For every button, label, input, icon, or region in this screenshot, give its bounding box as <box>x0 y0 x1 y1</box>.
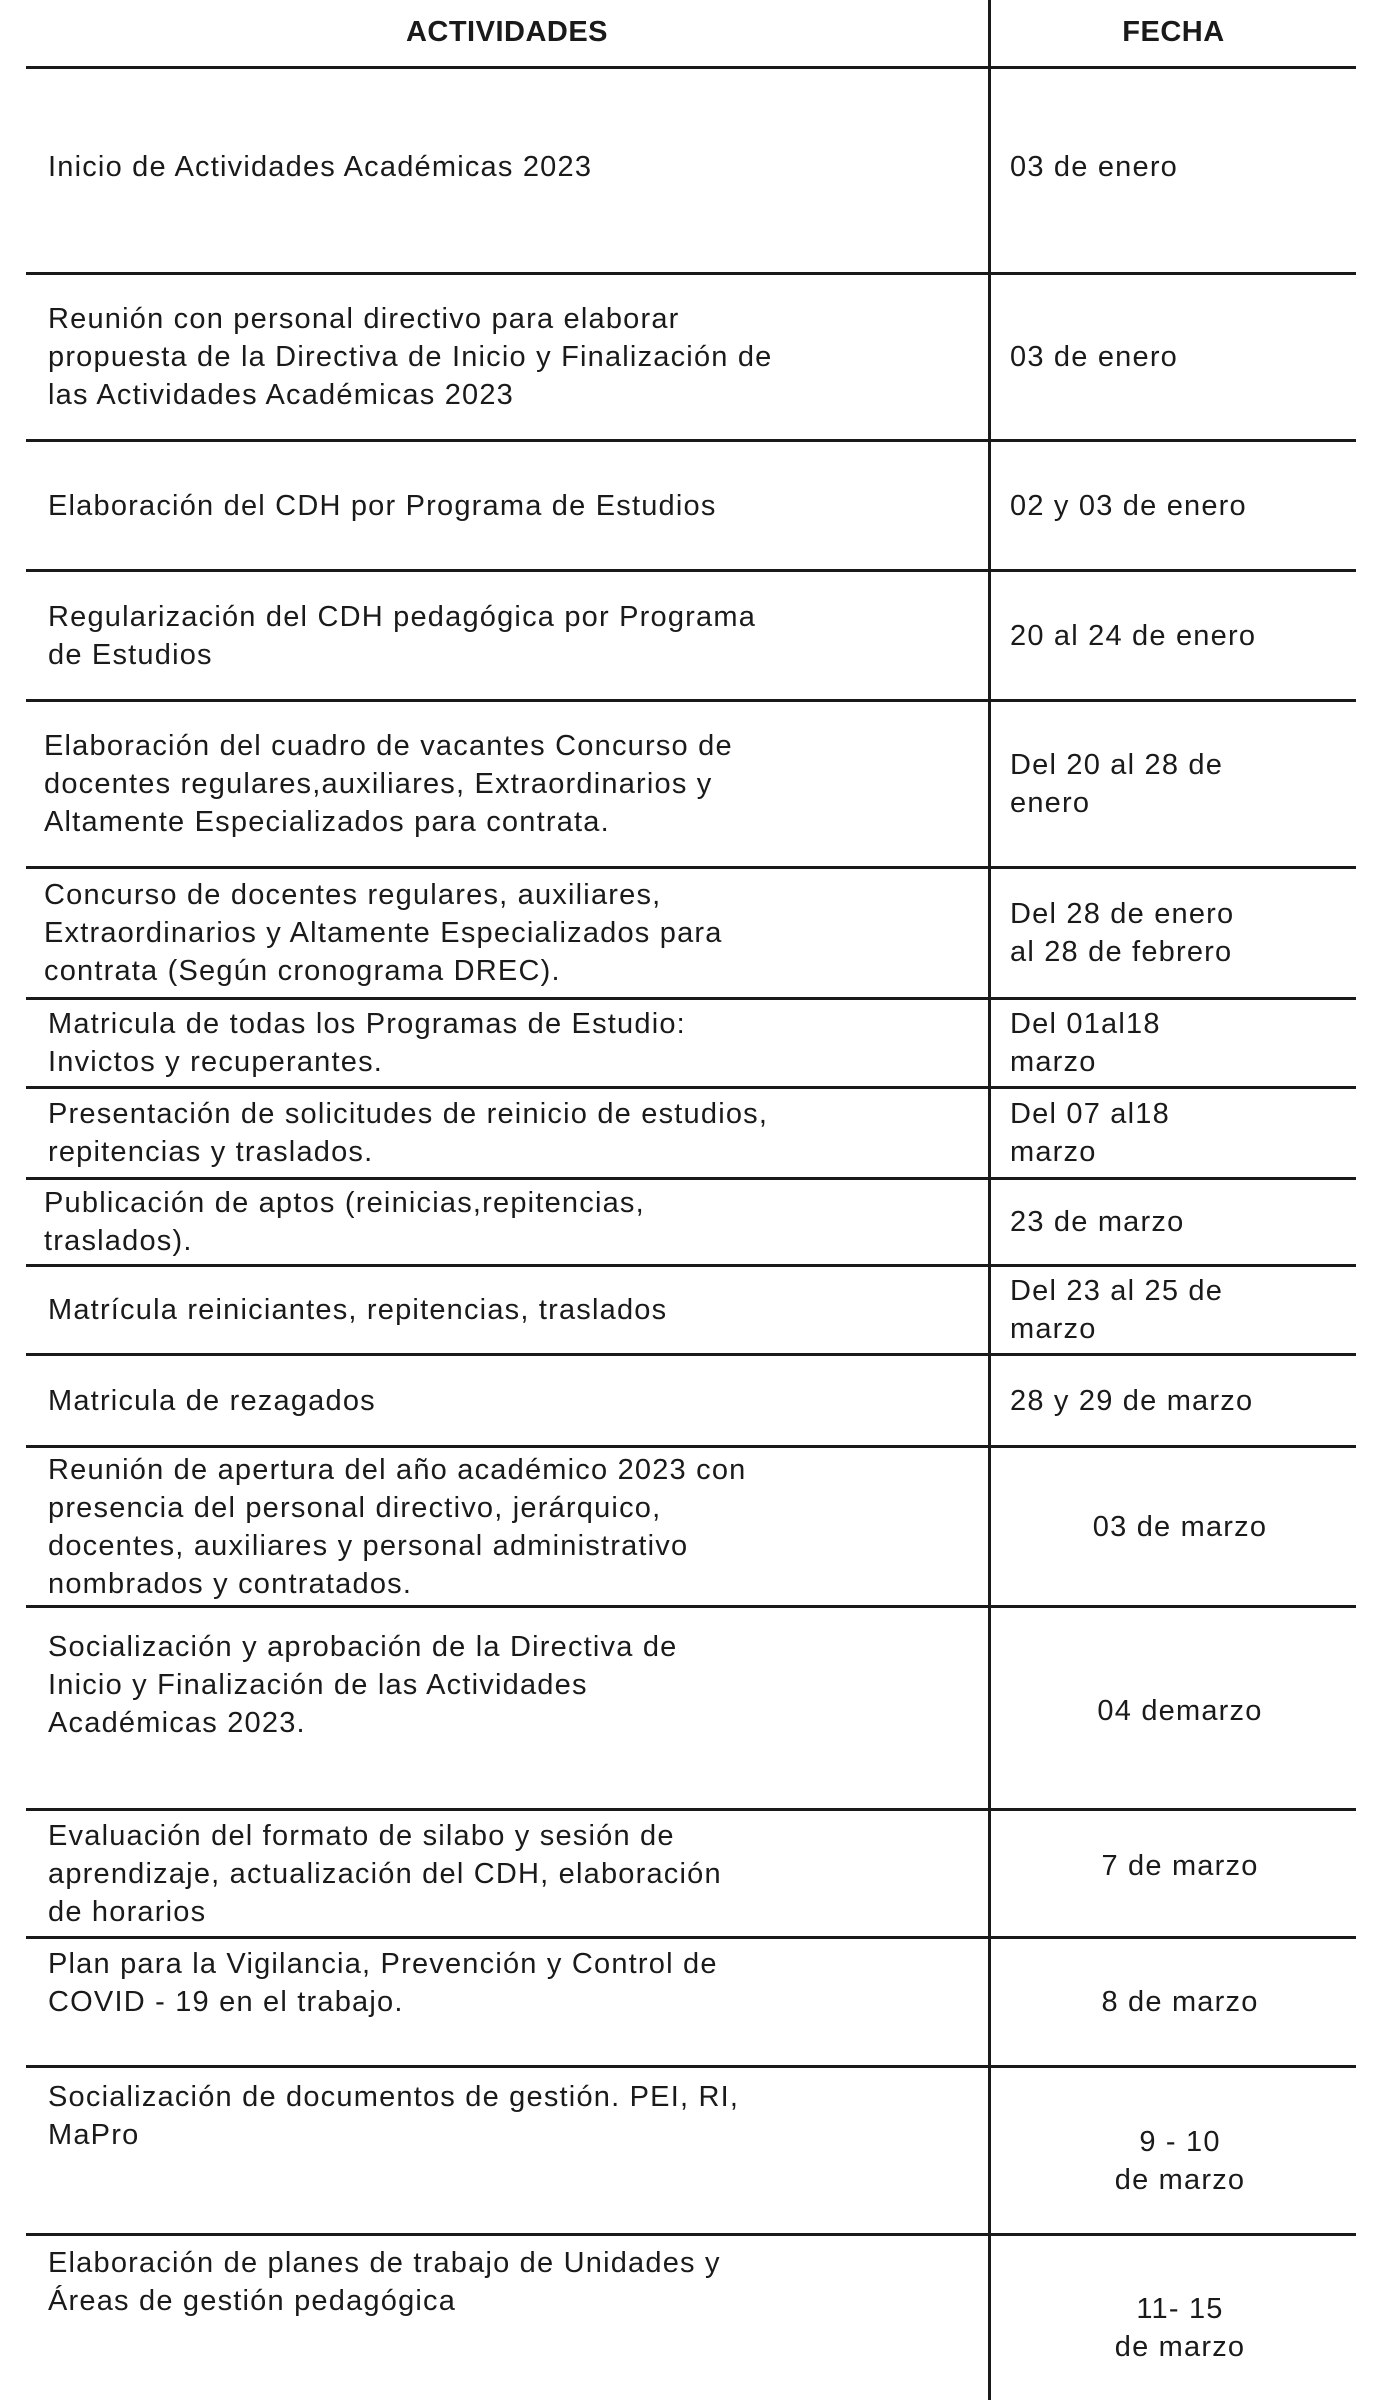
column-divider <box>988 0 991 2400</box>
table-row-date: Del 07 al18 marzo <box>1010 1098 1170 1168</box>
table-row-activity: Concurso de docentes regulares, auxiliares, Extraordinarios y Altamente Especializados para contrata (Según cronograma DREC). <box>44 879 723 987</box>
table-row-date: Del 23 al 25 de marzo <box>1010 1275 1224 1345</box>
table-row-date: 03 de enero <box>1010 150 1178 183</box>
table-row-activity: Elaboración de planes de trabajo de Unidades y Áreas de gestión pedagógica <box>48 2247 721 2317</box>
table-row-date: Del 28 de enero al 28 de febrero <box>1010 898 1235 968</box>
table-row-date: 7 de marzo <box>1101 1849 1259 1882</box>
table-row-date: 03 de marzo <box>1092 1510 1268 1543</box>
table-row-date: Del 20 al 28 de enero <box>1010 749 1224 819</box>
table-row-date: 11- 15 de marzo <box>1114 2293 1246 2363</box>
table-row-activity: Matricula de todas los Programas de Estudio: Invictos y recuperantes. <box>48 1008 686 1078</box>
table-row-date: 23 de marzo <box>1010 1206 1185 1238</box>
table-row-activity: Matricula de rezagados <box>48 1384 376 1417</box>
table-row-date: Del 01al18 marzo <box>1010 1008 1161 1078</box>
table-row-activity: Reunión de apertura del año académico 2023 con presencia del personal directivo, jerárquico, docentes, auxiliares y personal administrativo nombrados y contratados. <box>48 1453 747 1600</box>
table-row-date: 20 al 24 de enero <box>1010 619 1257 652</box>
table-row-activity: Presentación de solicitudes de reinicio de estudios, repitencias y traslados. <box>48 1098 769 1168</box>
table-row-activity: Evaluación del formato de silabo y sesión de aprendizaje, actualización del CDH, elaboración de horarios <box>48 1819 722 1928</box>
header-fecha: FECHA <box>1122 15 1225 48</box>
table-row-activity: Socialización y aprobación de la Directiva de Inicio y Finalización de las Actividades Académicas 2023. <box>48 1631 678 1739</box>
table-row-date: 8 de marzo <box>1101 1986 1259 2018</box>
table-row-activity: Inicio de Actividades Académicas 2023 <box>48 150 593 183</box>
table-row-date: 02 y 03 de enero <box>1010 489 1247 522</box>
table-row-date: 03 de enero <box>1010 341 1178 373</box>
table-row-activity: Plan para la Vigilancia, Prevención y Control de COVID - 19 en el trabajo. <box>48 1948 718 2018</box>
table-row-activity: Elaboración del cuadro de vacantes Concurso de docentes regulares,auxiliares, Extraordinarios y Altamente Especializados para contrata. <box>44 730 733 838</box>
table-row-activity: Socialización de documentos de gestión. PEI, RI, MaPro <box>48 2081 740 2151</box>
table-row-activity: Elaboración del CDH por Programa de Estudios <box>48 489 717 522</box>
table-row-date: 9 - 10 de marzo <box>1114 2125 1246 2196</box>
table-row-activity: Regularización del CDH pedagógica por Programa de Estudios <box>48 600 757 671</box>
table-row-date: 04 demarzo <box>1097 1695 1263 1727</box>
header-actividades: ACTIVIDADES <box>405 15 609 48</box>
table-row-activity: Matrícula reiniciantes, repitencias, traslados <box>48 1294 668 1326</box>
table-row-activity: Reunión con personal directivo para elaborar propuesta de la Directiva de Inicio y Finalización de las Actividades Académicas 2023 <box>48 303 773 411</box>
table-row-date: 28 y 29 de marzo <box>1010 1384 1254 1417</box>
table-row-activity: Publicación de aptos (reinicias,repitencias, traslados). <box>44 1187 645 1257</box>
